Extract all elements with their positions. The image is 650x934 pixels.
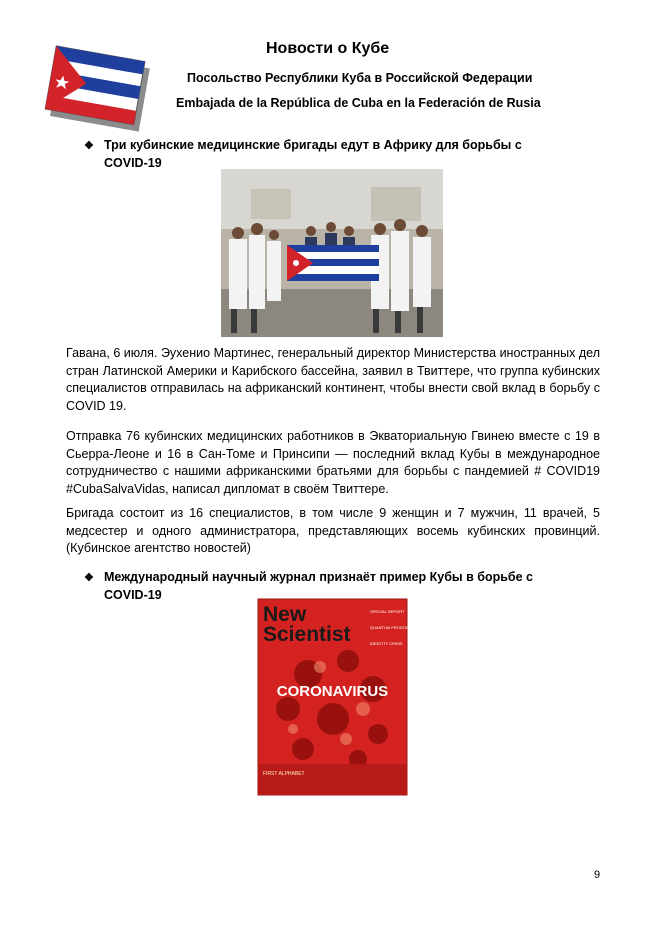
new-scientist-cover-image (258, 599, 412, 795)
article-title-line1: Международный научный журнал признаёт пример Кубы в борьбе с (104, 570, 534, 584)
article-paragraph-1: Гавана, 6 июля. Эухенио Мартинес, генеральный директор Министерства иностранных дел стран Латинской Америки и Карибского бассейна, заявил в Твиттере, что группа кубинских специалистов отправилась на африканский континент, чтобы внести свой вклад в борьбу с COVID 19. (66, 346, 600, 413)
article-title-line2: COVID-19 (104, 588, 162, 602)
masthead-new: New (263, 603, 307, 626)
cover-side-item-1: SPECIAL REPORT (370, 609, 405, 614)
cover-side-item-2: QUANTUM FRONTIER (370, 625, 412, 630)
diamond-bullet-icon: ❖ (84, 140, 94, 152)
cuba-russia-flag-logo (40, 42, 158, 130)
article-title-line1: Три кубинские медицинские бригады едут в Африку для борьбы с (104, 138, 522, 152)
article-paragraph-2: Отправка 76 кубинских медицинских работников в Экваториальную Гвинею вместе с 19 в Сьерра-Леоне и 16 в Сан-Томе и Принсипи — последний вклад Кубы в международное сотрудничество с нашими африканскими братьями для борьбы с пандемией # COVID19 #CubaSalvaVidas, написал дипломат в своём Твиттере. (66, 429, 600, 496)
medical-brigade-photo (221, 169, 443, 337)
page-number: 9 (594, 869, 601, 881)
page-title: Новости о Кубе (266, 40, 390, 57)
article-heading-1 (84, 137, 584, 172)
article-title-line2: COVID-19 (104, 156, 162, 170)
embassy-name-ru: Посольство Республики Куба в Российской Федерации (187, 71, 533, 85)
cover-headline: CORONAVIRUS (276, 683, 389, 700)
embassy-name-es: Embajada de la República de Cuba en la Federación de Rusia (176, 96, 541, 110)
cover-footer-item: FIRST ALPHABET (263, 771, 305, 777)
cover-side-item-3: IDENTITY CRISIS (370, 641, 403, 646)
diamond-bullet-icon: ❖ (84, 572, 94, 584)
masthead-scientist: Scientist (263, 623, 351, 646)
article-paragraph-3: Бригада состоит из 16 специалистов, в том числе 9 женщин и 7 мужчин, 11 врачей, 5 медсестер и одного администратора, представляющих восемь кубинских провинций. (Кубинское агентство новостей) (66, 506, 600, 555)
